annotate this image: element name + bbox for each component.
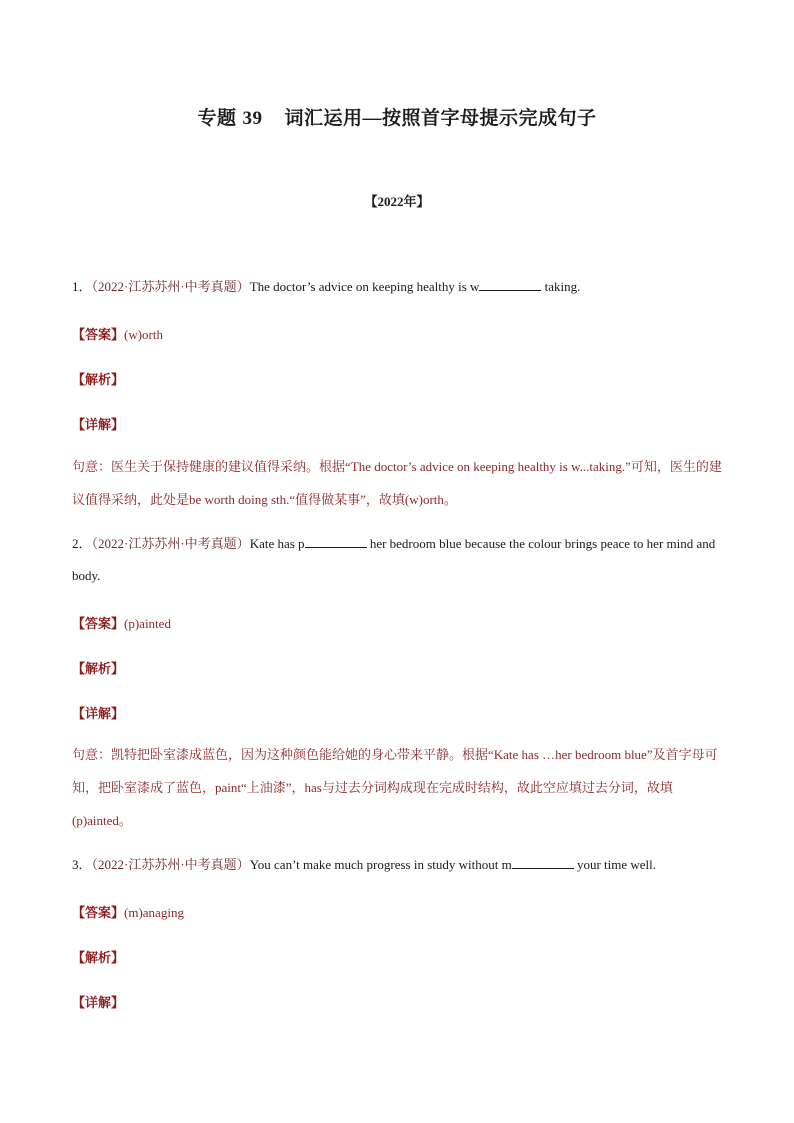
detail-label-2: 【详解】 <box>72 706 125 721</box>
answer-label: 【答案】 <box>72 905 125 920</box>
question-2 <box>72 528 722 592</box>
analysis-label-1: 【解析】 <box>72 372 125 387</box>
page-title <box>0 103 794 130</box>
title-text: 词汇运用—按照首字母提示完成句子 <box>284 108 597 129</box>
answer-row-3 <box>72 902 184 921</box>
analysis-label-2: 【解析】 <box>72 661 125 676</box>
question-text-before: You can’t make much progress in study without m <box>249 857 512 872</box>
year-heading: 【2022年】 <box>364 194 430 209</box>
answer-blank <box>479 278 541 291</box>
title-prefix: 专题 <box>197 108 237 129</box>
question-number: 1． <box>72 279 92 294</box>
question-source: （2022·江苏苏州·中考真题） <box>91 857 250 872</box>
question-number: 2． <box>72 536 92 551</box>
question-source: （2022·江苏苏州·中考真题） <box>91 536 250 551</box>
answer-blank <box>512 856 574 869</box>
analysis-label-3: 【解析】 <box>72 950 125 965</box>
question-text-after: your time well. <box>573 857 657 872</box>
detail-label-3: 【详解】 <box>72 995 125 1010</box>
question-source: （2022·江苏苏州·中考真题） <box>91 279 250 294</box>
question-text-after: taking. <box>541 279 581 294</box>
answer-row-1 <box>72 324 163 343</box>
answer-value: (w)orth <box>124 327 164 342</box>
answer-row-2 <box>72 613 171 632</box>
explanation-2: 句意：凯特把卧室漆成蓝色，因为这种颜色能给她的身心带来平静。根据“Kate has …her bedroom blue”及首字母可知，把卧室漆成了蓝色，paint“上油漆”，has与过去分词构成现在完成时结构，故此空应填过去分词，故填(p)ainted。 <box>72 747 718 828</box>
answer-label: 【答案】 <box>72 327 125 342</box>
detail-label-1: 【详解】 <box>72 417 125 432</box>
answer-blank <box>305 535 367 548</box>
question-1 <box>72 271 722 303</box>
question-text-after: her bedroom blue because the colour brings peace to her mind and body. <box>72 536 716 583</box>
answer-label: 【答案】 <box>72 616 125 631</box>
explanation-1: 句意：医生关于保持健康的建议值得采纳。根据“The doctor’s advice on keeping healthy is w...taking.”可知，医生的建议值得采纳，此处是be worth doing sth.“值得做某事”，故填(w)orth。 <box>72 459 722 507</box>
answer-value: (p)ainted <box>124 616 171 631</box>
question-3 <box>72 849 722 881</box>
question-text-before: Kate has p <box>249 536 305 551</box>
answer-value: (m)anaging <box>124 905 184 920</box>
question-number: 3． <box>72 857 92 872</box>
title-number: 39 <box>242 108 263 129</box>
question-text-before: The doctor’s advice on keeping healthy is w <box>249 279 480 294</box>
